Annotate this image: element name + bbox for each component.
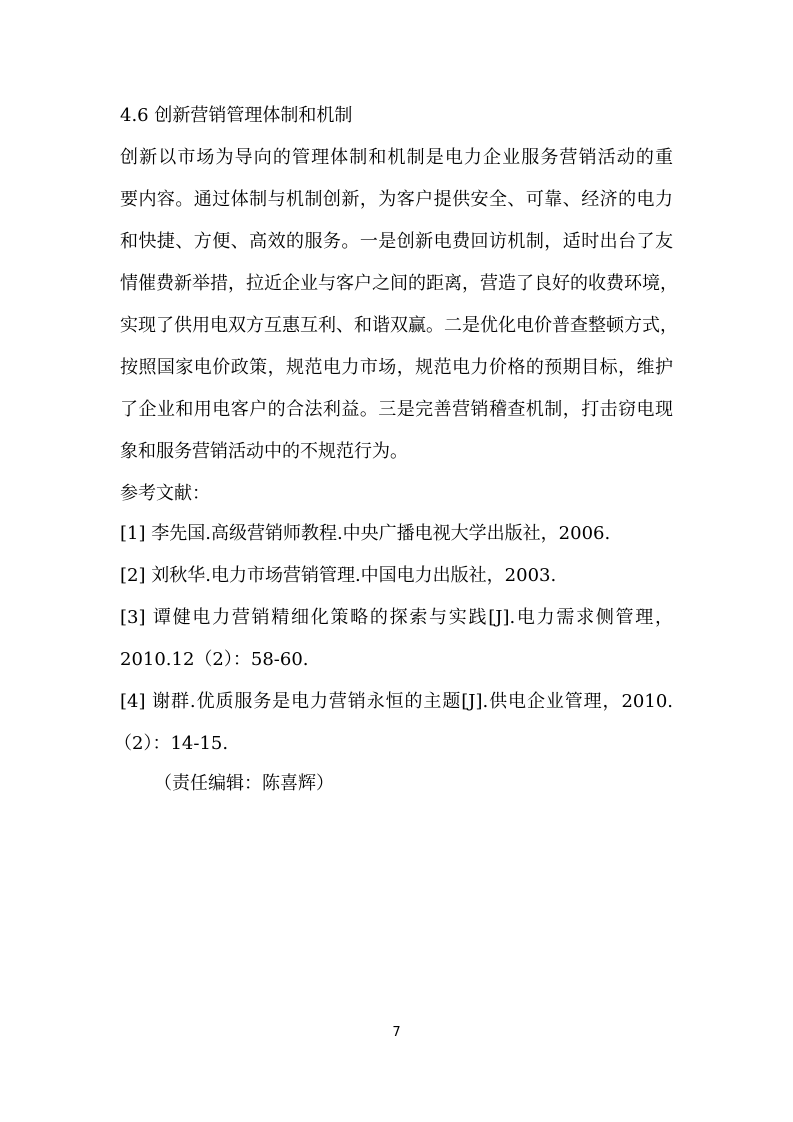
body-line: 要内容。通过体制与机制创新，为客户提供安全、可靠、经济的电力 <box>120 189 673 210</box>
body-line: 和快捷、方便、高效的服务。一是创新电费回访机制，适时出台了友 <box>120 231 673 252</box>
reference-item: [3] 谭健电力营销精细化策略的探索与实践[J].电力需求侧管理， <box>120 607 673 628</box>
body-line: 实现了供用电双方互惠互利、和谐双赢。二是优化电价普查整顿方式， <box>120 315 678 336</box>
editor-note: （责任编辑：陈喜辉） <box>154 773 334 794</box>
references-heading: 参考文献： <box>120 483 210 504</box>
reference-item: [2] 刘秋华.电力市场营销管理.中国电力出版社，2003. <box>120 565 557 586</box>
reference-item-continuation: （2）：14-15. <box>114 733 229 754</box>
reference-item: [4] 谢群.优质服务是电力营销永恒的主题[J].供电企业管理，2010. <box>120 691 673 712</box>
body-line: 按照国家电价政策，规范电力市场，规范电力价格的预期目标，维护 <box>120 357 673 378</box>
body-line: 了企业和用电客户的合法利益。三是完善营销稽查机制，打击窃电现 <box>120 399 673 420</box>
page-number: 7 <box>392 1025 401 1040</box>
reference-item-continuation: 2010.12（2）：58-60. <box>120 649 309 670</box>
reference-item: [1] 李先国.高级营销师教程.中央广播电视大学出版社，2006. <box>120 523 611 544</box>
body-line: 情催费新举措，拉近企业与客户之间的距离，营造了良好的收费环境， <box>120 273 678 294</box>
section-heading: 4.6 创新营销管理体制和机制 <box>120 105 353 126</box>
body-line: 象和服务营销活动中的不规范行为。 <box>120 441 408 462</box>
body-line: 创新以市场为导向的管理体制和机制是电力企业服务营销活动的重 <box>120 147 673 168</box>
